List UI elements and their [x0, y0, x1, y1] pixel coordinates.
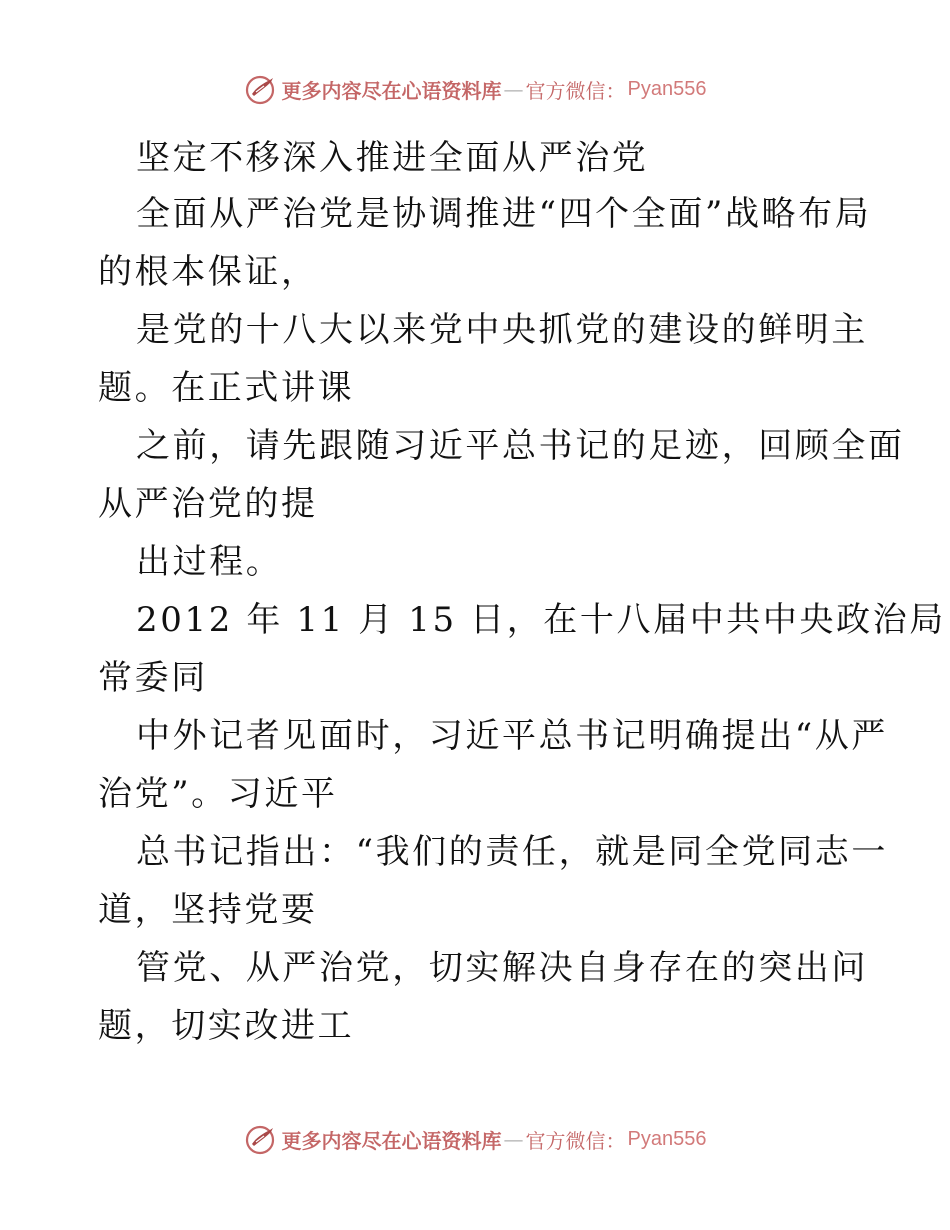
paragraph-line: 中外记者见面时，习近平总书记明确提出“从严 — [136, 716, 888, 756]
document-title: 坚定不移深入推进全面从严治党 — [136, 138, 649, 178]
paragraph-line: 道，坚持党要 — [98, 890, 318, 930]
paragraph-line: 2012 年 11 月 15 日，在十八届中共中央政治局 — [136, 600, 946, 640]
paragraph-line: 出过程。 — [136, 542, 283, 582]
paragraph-line: 题。在正式讲课 — [98, 368, 355, 408]
paragraph-line: 常委同 — [98, 658, 208, 698]
paragraph-line: 总书记指出：“我们的责任，就是同全党同志一 — [136, 832, 888, 872]
paragraph-line: 的根本保证， — [98, 252, 318, 292]
watermark-text: 更多内容尽在心语资料库 — [281, 1128, 502, 1153]
footer-watermark — [0, 1122, 950, 1156]
watermark-wechat-id: Pyan556 — [627, 77, 707, 100]
paragraph-line: 全面从严治党是协调推进“四个全面”战略布局 — [136, 194, 872, 234]
paragraph-line: 管党、从严治党，切实解决自身存在的突出问 — [136, 948, 868, 988]
header-watermark — [0, 72, 950, 106]
watermark-wechat-label: 官方微信： — [525, 78, 626, 103]
watermark-dash: — — [503, 1127, 524, 1151]
watermark-dash: — — [503, 77, 524, 101]
pen-logo-icon — [244, 72, 278, 106]
paragraph-line: 治党”。习近平 — [98, 774, 338, 814]
pen-logo-icon — [244, 1122, 278, 1156]
paragraph-line: 题，切实改进工 — [98, 1006, 355, 1046]
paragraph-line: 从严治党的提 — [98, 484, 318, 524]
paragraph-line: 之前，请先跟随习近平总书记的足迹，回顾全面 — [136, 426, 905, 466]
watermark-wechat-id: Pyan556 — [627, 1127, 707, 1150]
watermark-wechat-label: 官方微信： — [525, 1128, 626, 1153]
watermark-text: 更多内容尽在心语资料库 — [281, 78, 502, 103]
paragraph-line: 是党的十八大以来党中央抓党的建设的鲜明主 — [136, 310, 868, 350]
